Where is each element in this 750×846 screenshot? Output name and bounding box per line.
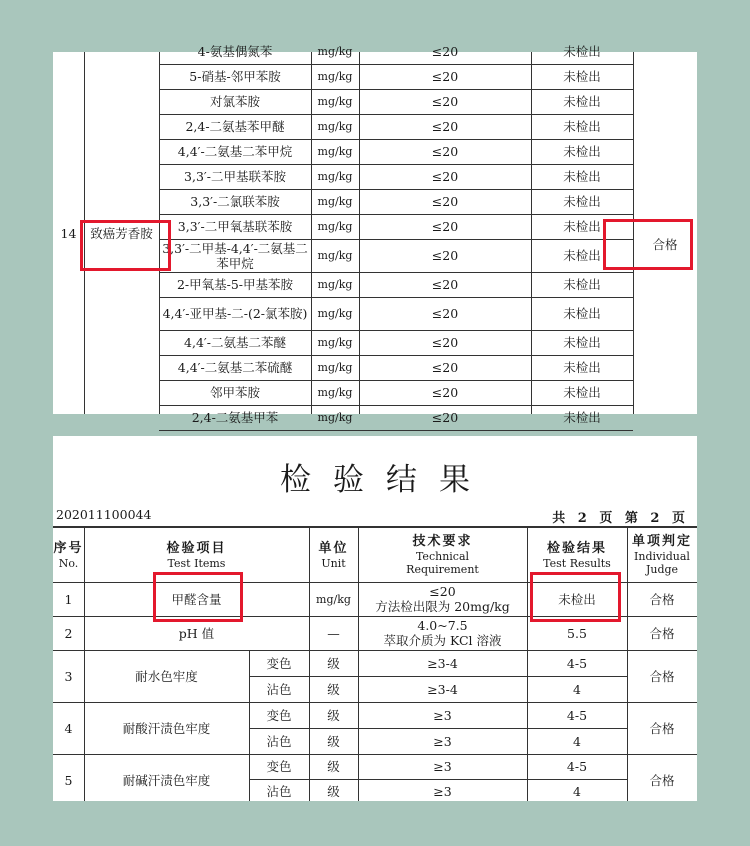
row5-unit2: 级 — [327, 784, 340, 799]
row4-req1: ≥3 — [433, 707, 452, 723]
header-judge-zh: 单项判定 — [631, 534, 692, 549]
amine-row-name: 邻甲苯胺 — [209, 385, 260, 400]
header-no-zh: 序号 — [53, 540, 84, 556]
row3-unit2: 级 — [327, 681, 340, 697]
row5-judge: 合格 — [649, 772, 675, 788]
amine-row-req: ≤20 — [431, 248, 459, 263]
row2-requirement — [358, 616, 527, 650]
highlight-box-formaldehyde-result — [530, 572, 621, 622]
amine-row-unit: mg/kg — [317, 70, 353, 83]
header-unit — [309, 528, 358, 582]
row4-req2: ≥3 — [433, 733, 452, 749]
header-no — [53, 528, 84, 582]
row3-sub1: 变色 — [266, 655, 292, 671]
header-judge-en2: Judge — [645, 563, 679, 576]
row2-unit: — — [327, 625, 340, 641]
amine-row-req: ≤20 — [431, 385, 459, 400]
row4-res1: 4-5 — [566, 707, 588, 723]
amine-row-name: 4,4′-二氨基二苯甲烷 — [177, 144, 293, 159]
amine-row-unit: mg/kg — [317, 145, 353, 158]
amine-row-unit: mg/kg — [317, 195, 353, 208]
header-req-zh: 技术要求 — [412, 534, 473, 549]
amine-row-unit: mg/kg — [317, 120, 353, 133]
page-indicator: 共 2 页 第 2 页 — [552, 511, 687, 526]
amine-row-result: 未检出 — [563, 277, 601, 292]
row3-req1: ≥3-4 — [427, 655, 458, 671]
amine-row-name: 3,3′-二甲基联苯胺 — [184, 169, 286, 184]
row2-req-line1: 4.0~7.5 — [417, 618, 468, 633]
row1-unit: mg/kg — [316, 592, 351, 606]
row2-no: 2 — [64, 625, 73, 641]
amine-row-unit: mg/kg — [317, 411, 353, 424]
amine-row-req: ≤20 — [431, 306, 459, 321]
amine-row-result: 未检出 — [563, 410, 601, 425]
header-item-en: Test Items — [167, 556, 226, 570]
amine-row-result: 未检出 — [563, 219, 601, 234]
amine-row-unit: mg/kg — [317, 95, 353, 108]
row2-result: 5.5 — [567, 625, 587, 641]
row5-item: 耐碱汗渍色牢度 — [122, 772, 211, 788]
header-req-en1: Technical — [415, 550, 470, 563]
aromatic-amines-table-panel — [53, 44, 697, 425]
amine-row-req: ≤20 — [431, 277, 459, 292]
row5-res2: 4 — [573, 784, 581, 799]
highlight-box-formaldehyde — [153, 572, 243, 622]
header-item-zh: 检验项目 — [166, 540, 227, 556]
amine-row-req: ≤20 — [431, 219, 459, 234]
amine-row-unit: mg/kg — [317, 307, 353, 320]
row4-unit2: 级 — [327, 733, 340, 749]
row4-res2: 4 — [573, 733, 581, 749]
report-title: 检验结果 — [280, 462, 492, 498]
amine-row-req: ≤20 — [431, 169, 459, 184]
amine-row-name: 3,3′-二甲氧基联苯胺 — [177, 219, 293, 234]
header-unit-en: Unit — [321, 556, 346, 570]
row4-sub2: 沾色 — [266, 733, 292, 749]
row5-unit1: 级 — [327, 759, 340, 774]
item-name: 致癌芳香胺 — [90, 225, 153, 241]
row4-item: 耐酸汗渍色牢度 — [122, 720, 211, 736]
report-number: 202011100044 — [56, 507, 152, 522]
amine-row-unit: mg/kg — [317, 220, 353, 233]
row4-unit1: 级 — [327, 707, 340, 723]
amine-row-req: ≤20 — [431, 335, 459, 350]
amine-row-unit: mg/kg — [317, 336, 353, 349]
amine-row-result: 未检出 — [563, 385, 601, 400]
item-number: 14 — [60, 225, 77, 241]
amine-row-name: 4,4′-二氨基二苯硫醚 — [177, 360, 293, 375]
amine-row-unit: mg/kg — [317, 249, 353, 262]
row1-requirement — [358, 582, 527, 616]
amine-row-req: ≤20 — [431, 410, 459, 425]
row5-sub2: 沾色 — [266, 784, 292, 799]
row3-req2: ≥3-4 — [427, 681, 458, 697]
row3-unit1: 级 — [327, 655, 340, 671]
amine-row-name: 2,4-二氨基甲苯 — [191, 410, 279, 425]
amine-row-result: 未检出 — [563, 248, 601, 263]
header-result-zh: 检验结果 — [546, 540, 607, 556]
amine-row-name: 3,3′-二甲基-4,4′-二氨基二苯甲烷 — [162, 240, 308, 271]
header-requirement — [358, 528, 527, 582]
amine-row-unit: mg/kg — [317, 361, 353, 374]
header-result-en: Test Results — [543, 556, 611, 570]
row3-res2: 4 — [573, 681, 581, 697]
row5-res1: 4-5 — [566, 759, 588, 774]
amine-row-name: 对氯苯胺 — [209, 94, 260, 109]
amine-row-req: ≤20 — [431, 44, 459, 59]
row2-req-line2: 萃取介质为 KCl 溶液 — [383, 633, 502, 648]
amine-row-result: 未检出 — [563, 119, 601, 134]
row1-req-line2: 方法检出限为 20mg/kg — [375, 599, 510, 614]
row3-sub2: 沾色 — [266, 681, 292, 697]
amine-row-req: ≤20 — [431, 69, 459, 84]
amine-row-unit: mg/kg — [317, 278, 353, 291]
highlight-box-judge — [603, 219, 693, 270]
row3-judge: 合格 — [649, 668, 675, 684]
amine-row-name: 3,3′-二氯联苯胺 — [190, 194, 280, 209]
amine-row-result: 未检出 — [563, 169, 601, 184]
row1-item: 甲醛含量 — [171, 591, 222, 607]
row5-sub1: 变色 — [266, 759, 292, 774]
amine-row-name: 4,4′-亚甲基-二-(2-氯苯胺) — [162, 306, 308, 321]
highlight-box-item-name — [80, 220, 171, 271]
row1-req-line1: ≤20 — [429, 584, 456, 599]
amine-row-req: ≤20 — [431, 360, 459, 375]
judge-result: 合格 — [652, 236, 678, 252]
row3-res1: 4-5 — [566, 655, 588, 671]
row4-judge: 合格 — [649, 720, 675, 736]
amine-row-name: 4-氨基偶氮苯 — [197, 44, 273, 59]
test-results-panel — [53, 436, 697, 801]
amine-row-req: ≤20 — [431, 119, 459, 134]
amine-row-result: 未检出 — [563, 94, 601, 109]
amine-row-name: 4,4′-二氨基二苯醚 — [184, 335, 286, 350]
amine-row-result: 未检出 — [563, 144, 601, 159]
header-unit-zh: 单位 — [318, 540, 349, 556]
amine-row-name: 2,4-二氨基苯甲醚 — [185, 119, 285, 134]
amine-row-result: 未检出 — [563, 360, 601, 375]
amine-row-req: ≤20 — [431, 194, 459, 209]
row1-result: 未检出 — [558, 591, 596, 607]
amine-row-result: 未检出 — [563, 69, 601, 84]
row2-judge: 合格 — [649, 625, 675, 641]
row5-no: 5 — [64, 772, 73, 788]
amine-row-result: 未检出 — [563, 335, 601, 350]
row1-no: 1 — [64, 591, 73, 607]
row3-no: 3 — [64, 668, 73, 684]
header-no-en: No. — [58, 556, 79, 570]
header-judge-en1: Individual — [634, 550, 690, 563]
amine-row-name: 5-硝基-邻甲苯胺 — [189, 69, 281, 84]
amine-row-req: ≤20 — [431, 144, 459, 159]
amine-row-unit: mg/kg — [317, 45, 353, 58]
amine-row-name: 2-甲氧基-5-甲基苯胺 — [176, 277, 294, 292]
row4-sub1: 变色 — [266, 707, 292, 723]
row5-req2: ≥3 — [433, 784, 452, 799]
amine-row-unit: mg/kg — [317, 170, 353, 183]
row5-req1: ≥3 — [433, 759, 452, 774]
row2-item: pH 值 — [178, 625, 215, 641]
amine-row-result: 未检出 — [563, 44, 601, 59]
amine-row-result: 未检出 — [563, 306, 601, 321]
row1-judge: 合格 — [649, 591, 675, 607]
header-req-en2: Requirement — [406, 563, 479, 576]
amine-row-unit: mg/kg — [317, 386, 353, 399]
amine-row-result: 未检出 — [563, 194, 601, 209]
header-judge — [627, 528, 697, 582]
row3-item: 耐水色牢度 — [135, 668, 198, 684]
row4-no: 4 — [64, 720, 73, 736]
amine-row-req: ≤20 — [431, 94, 459, 109]
